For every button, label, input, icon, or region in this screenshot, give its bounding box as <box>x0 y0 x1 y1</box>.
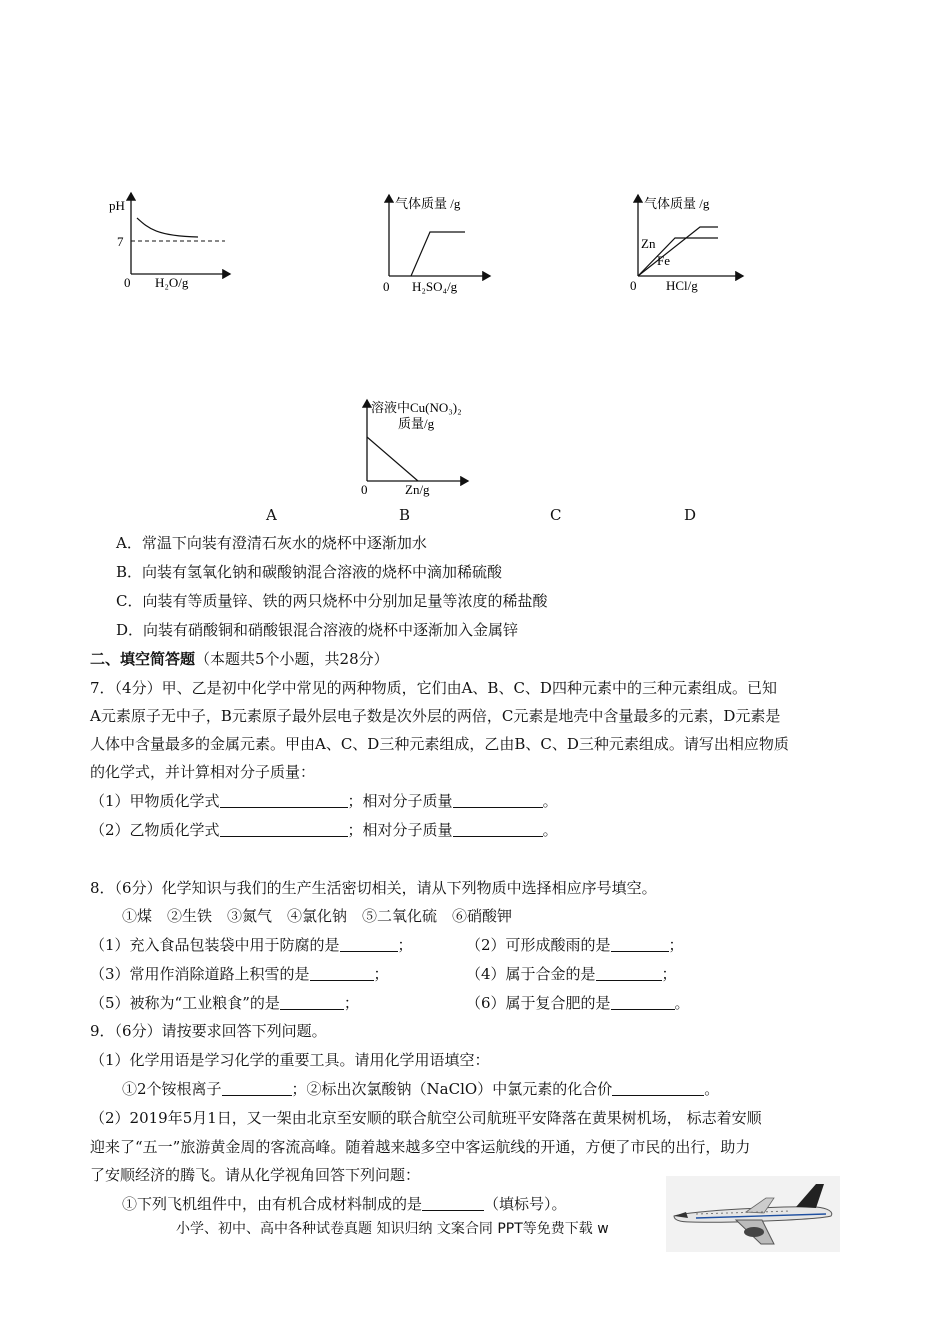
q7-sub-2: （2）乙物质化学式 ；相对分子质量 。 <box>90 821 558 839</box>
q8-item-2: （2）可形成酸雨的是 ； <box>466 936 684 954</box>
q8-item-6: （6）属于复合肥的是 。 <box>466 994 690 1012</box>
option-c: C．向装有等质量锌、铁的两只烧杯中分别加足量等浓度的稀盐酸 <box>116 592 548 610</box>
graph-a <box>100 188 250 293</box>
q8-item-4: （4）属于合金的是 ； <box>466 965 677 983</box>
q8-blank-4[interactable] <box>596 965 662 981</box>
q9-part-2-line-1: （2）2019年5月1日，又一架由北京至安顺的联合航空公司航班平安降落在黄果树机场， 标志着安顺 <box>90 1109 762 1127</box>
q8-stem: 8．（6分）化学知识与我们的生产生活密切相关，请从下列物质中选择相应序号填空。 <box>90 879 657 897</box>
q8-blank-5[interactable] <box>280 994 344 1010</box>
q8-item-1: （1）充入食品包装袋中用于防腐的是 ； <box>90 936 413 954</box>
q7-line-4: 的化学式，并计算相对分子质量： <box>90 763 316 781</box>
graph-d-y-label-2: 质量/g <box>398 416 435 431</box>
graph-a-origin: 0 <box>124 275 131 290</box>
q7-line-2: A元素原子无中子，B元素原子最外层电子数是次外层的两倍，C元素是地壳中含量最多的元素，D元素是 <box>90 707 781 725</box>
q9-stem: 9．（6分）请按要求回答下列问题。 <box>90 1022 327 1040</box>
graph-d <box>350 395 480 500</box>
q7-sub-1: （1）甲物质化学式 ；相对分子质量 。 <box>90 792 558 810</box>
footer-text: 小学、初中、高中各种试卷真题 知识归纳 文案合同 PPT等免费下载 w <box>176 1221 609 1237</box>
graph-a-x-label: H₂O/g <box>155 275 189 290</box>
graph-c-y-label: 气体质量 /g <box>644 196 710 211</box>
graph-b <box>365 190 505 302</box>
q9-part-2-q1: ①下列飞机组件中，由有机合成材料制成的是 （填标号）。 <box>122 1195 567 1213</box>
option-a: A．常温下向装有澄清石灰水的烧杯中逐渐加水 <box>116 534 427 552</box>
graph-letter-d: D <box>684 506 697 524</box>
q8-blank-1[interactable] <box>340 936 398 952</box>
section-title: 二、填空简答题 <box>90 650 196 668</box>
airplane-image <box>666 1176 840 1252</box>
q9-part-2-line-3: 了安顺经济的腾飞。请从化学视角回答下列问题： <box>90 1166 421 1184</box>
option-d: D．向装有硝酸铜和硝酸银混合溶液的烧杯中逐渐加入金属锌 <box>116 621 519 639</box>
section-heading <box>90 649 389 669</box>
q8-blank-2[interactable] <box>611 936 669 952</box>
q8-blank-6[interactable] <box>611 994 675 1010</box>
graph-d-origin: 0 <box>361 482 368 497</box>
q9-part-1-items: ①2个铵根离子 ；②标出次氯酸钠（NaClO）中氯元素的化合价 。 <box>122 1080 720 1098</box>
q8-choices: ①煤 ②生铁 ③氮气 ④氯化钠 ⑤二氧化硫 ⑥硝酸钾 <box>122 907 513 925</box>
graph-c-x-label: HCl/g <box>666 278 698 293</box>
graph-c-origin: 0 <box>630 278 637 293</box>
graph-c-series-zn: Zn <box>641 236 656 251</box>
graph-a-y-label: pH <box>109 198 125 213</box>
section-note: （本题共5个小题，共28分） <box>195 650 389 668</box>
graph-b-x-label: H₂SO₄/g <box>412 279 458 294</box>
q7-blank-1b[interactable] <box>453 792 543 808</box>
graph-letter-c: C <box>550 506 562 524</box>
q9-part-1: （1）化学用语是学习化学的重要工具。请用化学用语填空： <box>90 1051 490 1069</box>
graph-c <box>618 190 758 300</box>
graph-a-tick: 7 <box>117 234 124 249</box>
q7-blank-1a[interactable] <box>220 792 348 808</box>
q7-line-1: 7．（4分）甲、乙是初中化学中常见的两种物质，它们由A、B、C、D四种元素中的三种元素组成。已知 <box>90 679 777 697</box>
graph-b-origin: 0 <box>383 279 390 294</box>
q7-line-3: 人体中含量最多的金属元素。甲由A、C、D三种元素组成，乙由B、C、D三种元素组成。请写出相应物质 <box>90 735 789 753</box>
q7-blank-2a[interactable] <box>220 821 348 837</box>
q9-blank-3[interactable] <box>422 1195 484 1211</box>
option-b: B．向装有氢氧化钠和碳酸钠混合溶液的烧杯中滴加稀硫酸 <box>116 563 503 581</box>
graph-d-x-label: Zn/g <box>405 482 430 497</box>
graph-letter-a: A <box>266 506 277 524</box>
q8-item-3: （3）常用作消除道路上积雪的是 ； <box>90 965 389 983</box>
q9-blank-2[interactable] <box>612 1080 704 1096</box>
q8-item-5: （5）被称为“工业粮食”的是 ； <box>90 994 359 1012</box>
q9-blank-1[interactable] <box>222 1080 292 1096</box>
graph-letter-b: B <box>399 506 411 524</box>
graph-b-y-label: 气体质量 /g <box>395 196 461 211</box>
q8-blank-3[interactable] <box>310 965 374 981</box>
q9-part-2-line-2: 迎来了“五一”旅游黄金周的客流高峰。随着越来越多空中客运航线的开通，方便了市民的出行，助力 <box>90 1138 751 1156</box>
graph-d-y-label-1: 溶液中Cu(NO₃)₂ <box>371 400 462 415</box>
q7-blank-2b[interactable] <box>453 821 543 837</box>
graph-c-series-fe: Fe <box>657 253 670 268</box>
